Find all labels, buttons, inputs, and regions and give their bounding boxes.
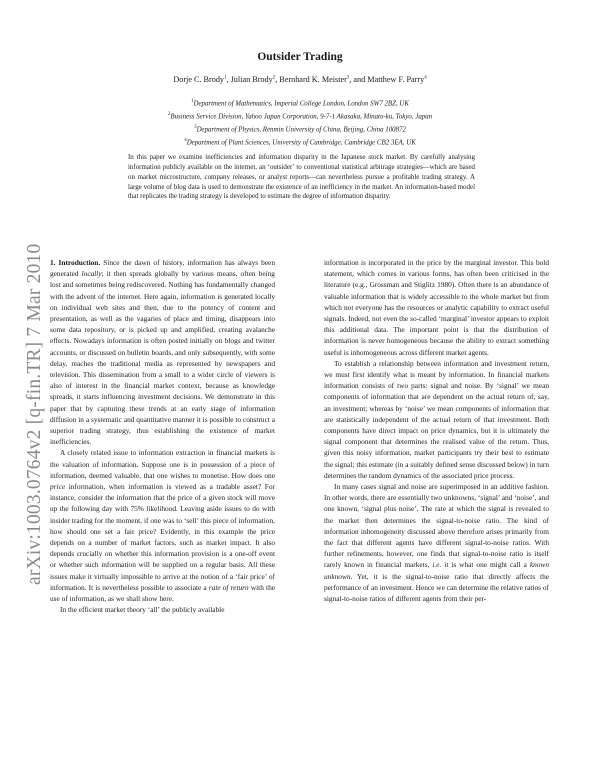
- author-list: [0, 75, 600, 84]
- author-separator: ,: [275, 75, 280, 84]
- author-separator: , and: [349, 75, 368, 84]
- author-name: Matthew F. Parry: [367, 75, 425, 84]
- affiliation: [0, 97, 600, 110]
- author-mark: 3: [346, 75, 350, 81]
- affiliation-text: Department of Physics, Renmin University of China, Beijing, China 100872: [196, 126, 406, 134]
- affiliation: [0, 123, 600, 136]
- author-name: Bernhard K. Meister: [279, 75, 347, 84]
- paragraph: [50, 447, 275, 604]
- text-run: A closely related issue to information extraction in financial markets is the valuation of information. Suppose one is in possession of a piece of information, deemed valuable, that one wishes to monetise. How does one: [50, 448, 275, 480]
- affiliation-mark: 3: [194, 124, 197, 130]
- paragraph: [50, 257, 275, 447]
- body-column-right: [324, 257, 549, 604]
- text-run: Since the dawn of history, information has always been generated: [50, 258, 275, 279]
- author-mark: 2: [272, 75, 276, 81]
- emphasis: price: [50, 482, 66, 492]
- section-heading: 1. Introduction.: [50, 258, 101, 267]
- author-separator: ,: [226, 75, 231, 84]
- text-run: . Yet, it is the signal-to-noise ratio that directly affects the performance of an investment. Hence we can determine the relative ratios of signal-to-noise ratios of different agents from their per-: [324, 571, 549, 604]
- author-name: Dorje C. Brody: [173, 75, 225, 84]
- affiliation-mark: 4: [184, 137, 187, 143]
- affiliation-list: [0, 97, 600, 149]
- author-name: Julian Brody: [230, 75, 273, 84]
- emphasis: i.e.: [432, 560, 442, 570]
- text-run: it is what one might call a: [441, 560, 530, 570]
- abstract: In this paper we examine inefficiencies and information disparity in the Japanese stock market. By carefully analysing information publicly available on the internet, an ‘outsider’ to conventional statistical arbitrage strategies—which are based on market microstructure, company releases, or analyst reports—can nevertheless pursue a profitable trading strategy. A large volume of blog data is used to demonstrate the existence of an inefficiency in the market. An information-based model that replicates the trading strategy is developed to estimate the degree of information disparity.: [128, 153, 475, 201]
- affiliation: [0, 136, 600, 149]
- paper-title: Outsider Trading: [257, 51, 343, 63]
- paragraph: To establish a relationship between information and investment return, we must first identify what is meant by information. In financial markets information consists of two parts: signal and noise. By ‘signal’ we mean components of information that are dependent on the actual return of, say, an investment; whereas by ‘noise’ we mean components of information that are statistically independent of the actual return of that investment. Both components have direct impact on price dynamics, but it is ultimately the signal component that determines the realised value of the return. Thus, given this noisy information, market participants try their best to estimate the signal; this estimate (in a suitably defined sense discussed below) in turn determines the random dynamics of the associated price process.: [324, 358, 549, 480]
- text-run: In many cases signal and noise are superimposed in an additive fashion. In other words, there are essentially two unknowns, ‘signal’ and ‘noise’, and one known, ‘signal plus noise’. The rate at which the signal is revealed to the market then determines the signal-to-noise ratio. The kind of information inhomogeneity discussed above therefore arises primarily from the fact that different agents have different signal-to-noise ratios. With further refinements, however, one finds that signal-to-noise ratio is itself rarely known in financial markets,: [324, 482, 549, 570]
- author-mark: 4: [424, 75, 427, 81]
- paragraph: information is incorporated in the price by the marginal investor. This bold statement, which comes in various forms, has often been criticised in the literature (e.g., Grossman and Stiglitz 1980). Often there is an abundance of valuable information that is widely accessible to the whole market but from which not everyone has the resources or analytic capability to extract useful signals. Indeed, not even the so-called ‘marginal’ investor appears to exploit this additional data. The important point is that the distribution of information is never homogeneous because the ability to extract something useful is inhomogeneous across different market agents.: [324, 258, 549, 357]
- affiliation-mark: 1: [190, 99, 194, 104]
- text-run: with the use of information, as we shall show here.: [50, 582, 275, 604]
- affiliation-text: Department of Mathematics, Imperial College London, London SW7 2BZ, UK: [193, 100, 409, 108]
- emphasis: rate of return: [208, 582, 249, 592]
- affiliation-text: Business Service Division, Yahoo Japan Corporation, 9-7-1 Akasaka, Minato-ku, Tokyo, Japan: [170, 113, 433, 121]
- emphasis: locally: [81, 269, 102, 279]
- affiliation-mark: 2: [167, 111, 171, 117]
- arxiv-identifier: arXiv:1003.0764v2 [q-fin.TR] 7 Mar 2010: [24, 243, 45, 585]
- arxiv-sidebar-stamp: [20, 170, 50, 590]
- paragraph: [324, 481, 549, 604]
- author-mark: 1: [224, 75, 227, 81]
- paragraph: In the efficient market theory ‘all’ the publicly available: [60, 605, 225, 615]
- text-run: ; it then spreads globally by various means, often being lost and sometimes being rediscovered. Nothing has fundamentally changed with the advent of the internet. Here again, information is generated locally on individual web sites and then, due to the potency of content and presentation, as well as the vagaries of place and timing, disappears into some data repository, or is picked up and amplified, creating avalanche effects. Nowadays information is often posted initially on blogs and twitter accounts, or discussed on bulletin boards, and only subsequently, with some delay, reaches the traditional media as represented by newspapers and television. This dissemination from a small to a wider circle of viewers is also of interest in the financial market context, because as knowledge spreads, it starts influencing investment decisions. We demonstrate in this paper that by capturing these trends at an early stage of information diffusion in a systematic and quantitative manner it is possible to construct a superior trading strategy, thus establishing the existence of market inefficiencies.: [50, 269, 275, 447]
- affiliation-text: Department of Plant Sciences, University of Cambridge, Cambridge CB2 3EA, UK: [186, 138, 416, 146]
- affiliation: [0, 110, 600, 123]
- emphasis: known unknown: [324, 560, 549, 581]
- body-column-left: [50, 257, 275, 616]
- text-run: information, when information is viewed as a tradable asset? For instance, consider the information that the price of a given stock will move up the following day with 75% likelihood. Leaving aside issues to do with insider trading for the moment, if one was to ‘sell’ this piece of information, how should one set a fair price? Evidently, in this example the price depends on a number of market factors, such as market impact. It also depends crucially on whether this information provision is a one-off event or whether such information will be supplied on a regular basis. All these issues make it virtually impossible to arrive at the notion of a ‘fair price’ of information. It is nevertheless possible to associate a: [50, 482, 275, 592]
